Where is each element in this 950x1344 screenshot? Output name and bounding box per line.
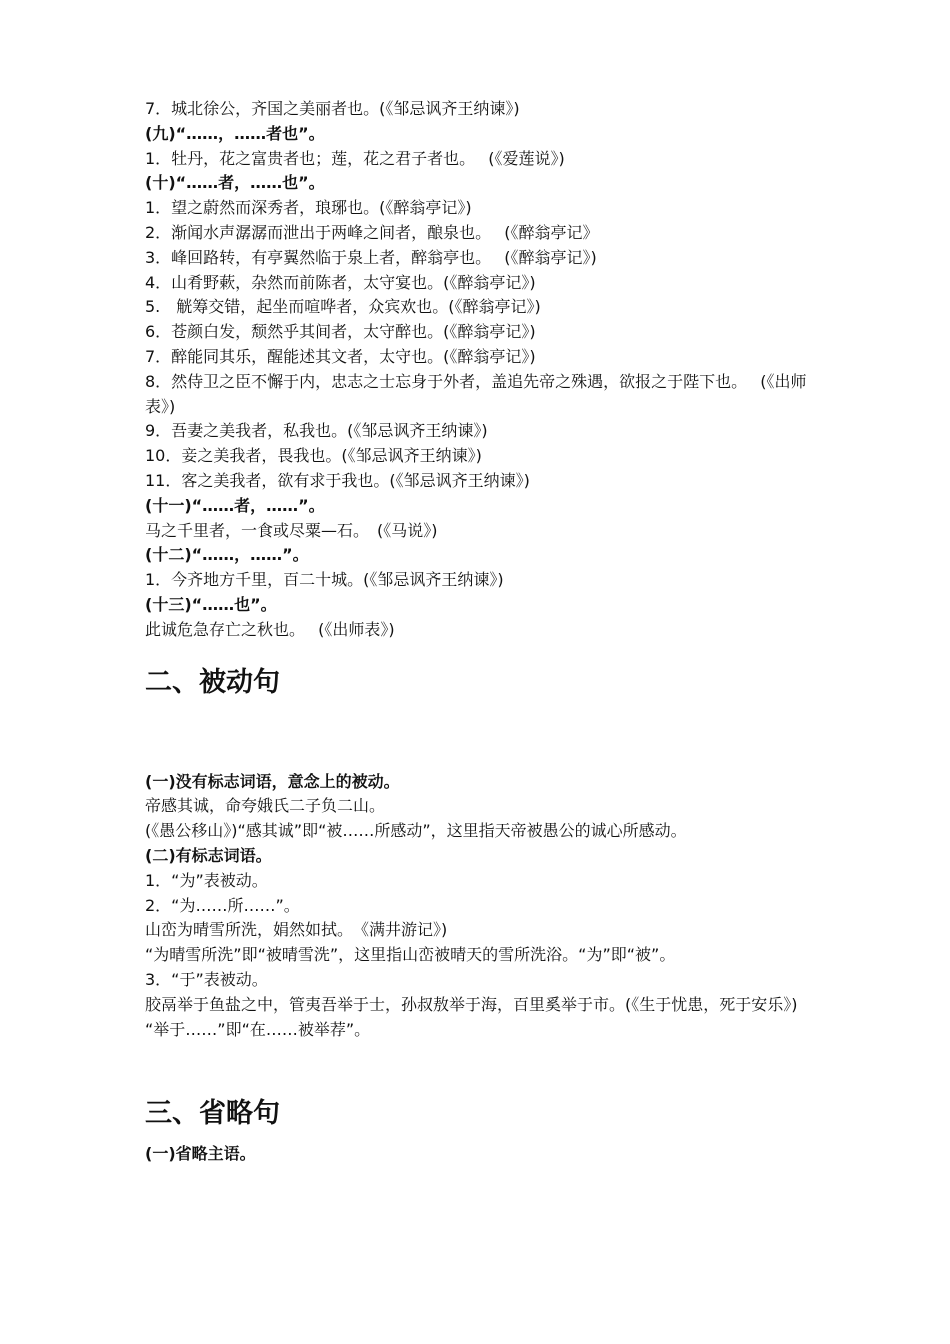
section-passive-lines [145,770,815,1043]
document-content [145,97,815,1167]
subheading: (十)“……者，……也”。 [145,173,325,193]
subheading: (一)省略主语。 [145,1144,256,1164]
text-line: 马之千里者，一食或尽粟—石。 (《马说》) [145,520,438,540]
top-lines [145,97,815,643]
text-line: “举于……”即“在……被举荐”。 [145,1019,371,1039]
text-line: 9．吾妻之美我者，私我也。(《邹忌讽齐王纳谏》) [145,421,488,441]
text-line: (《愚公移山》)“感其诚”即“被……所感动”，这里指天帝被愚公的诚心所感动。 [145,821,687,841]
text-line: 山峦为晴雪所洗，娟然如拭。 《满井游记》) [145,920,448,940]
text-line: 11．客之美我者，欲有求于我也。(《邹忌讽齐王纳谏》) [145,470,530,490]
section-heading-omission: 三、省略句 [145,1098,280,1130]
text-line: 3．峰回路转，有亭翼然临于泉上者，醉翁亭也。 (《醉翁亭记》) [145,247,597,267]
text-line: 3．“于”表被动。 [145,969,268,989]
section-heading-passive: 二、被动句 [145,666,280,698]
text-line: 10．妾之美我者，畏我也。(《邹忌讽齐王纳谏》) [145,446,482,466]
text-line: 2．渐闻水声潺潺而泄出于两峰之间者，酿泉也。 (《醉翁亭记》 [145,222,599,242]
subheading: (九)“……，……者也”。 [145,123,325,143]
subheading: (二)有标志词语。 [145,845,272,865]
text-line: 6．苍颜白发，颓然乎其间者，太守醉也。(《醉翁亭记》) [145,322,536,342]
subheading: (十二)“……，……”。 [145,545,309,565]
text-line: 1．望之蔚然而深秀者，琅琊也。(《醉翁亭记》) [145,198,472,218]
section-omission-lines [145,1142,815,1167]
text-line: 7．城北徐公，齐国之美丽者也。(《邹忌讽齐王纳谏》) [145,99,520,118]
text-line: 1．牡丹，花之富贵者也；莲，花之君子者也。 (《爱莲说》) [145,148,565,168]
text-line: 1．“为”表被动。 [145,870,268,890]
text-line: 4．山肴野蔌，杂然而前陈者，太守宴也。(《醉翁亭记》) [145,272,536,292]
subheading: (一)没有标志词语，意念上的被动。 [145,771,400,791]
text-line: 1．今齐地方千里，百二十城。(《邹忌讽齐王纳谏》) [145,570,504,590]
subheading: (十三)“……也”。 [145,594,277,614]
subheading: (十一)“……者，……”。 [145,495,325,515]
text-line: 8．然侍卫之臣不懈于内，忠志之士忘身于外者，盖追先帝之殊遇，欲报之于陛下也。 (《出师表》) [145,371,807,416]
text-line: 2．“为……所……”。 [145,895,300,915]
text-line: 帝感其诚，命夸娥氏二子负二山。 [145,796,386,816]
text-line: “为晴雪所洗”即“被晴雪洗”，这里指山峦被晴天的雪所洗浴。“为”即“被”。 [145,945,676,965]
text-line: 5. 觥筹交错，起坐而喧哗者，众宾欢也。(《醉翁亭记》) [145,297,541,317]
text-line: 胶鬲举于鱼盐之中，管夷吾举于士，孙叔敖举于海，百里奚举于市。(《生于忧患，死于安乐》) [145,994,798,1014]
text-line: 此诚危急存亡之秋也。 (《出师表》) [145,619,395,639]
text-line: 7．醉能同其乐，醒能述其文者，太守也。(《醉翁亭记》) [145,346,536,366]
